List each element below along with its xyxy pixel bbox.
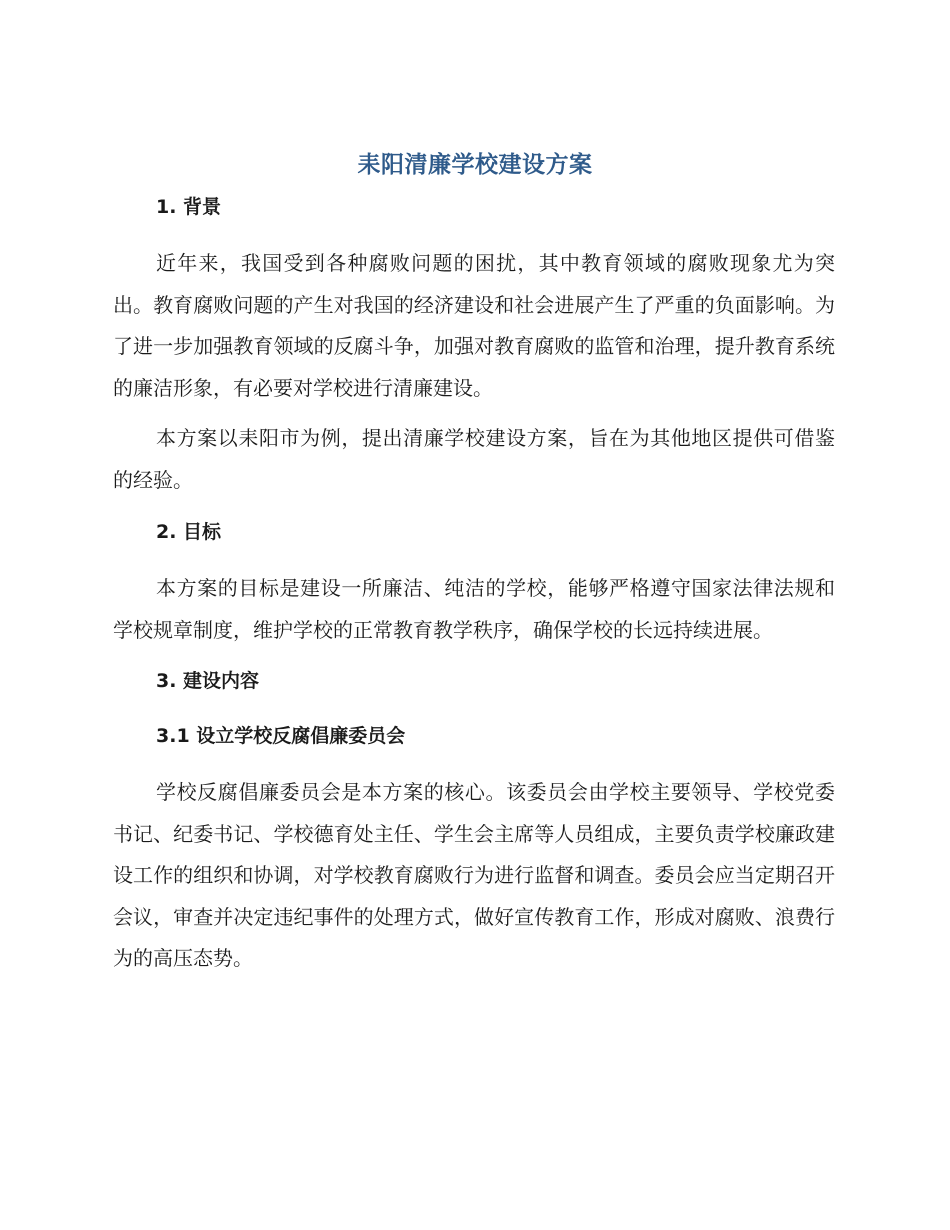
paragraph-background-2: 本方案以耒阳市为例，提出清廉学校建设方案，旨在为其他地区提供可借鉴的经验。 (113, 426, 835, 492)
document-body (113, 190, 835, 980)
document-title: 耒阳清廉学校建设方案 (357, 152, 593, 178)
paragraph-background-1: 近年来，我国受到各种腐败问题的困扰，其中教育领域的腐败现象尤为突出。教育腐败问题的产生对我国的经济建设和社会进展产生了严重的负面影响。为了进一步加强教育领域的反腐斗争，加强对教育腐败的监管和治理，提升教育系统的廉洁形象，有必要对学校进行清廉建设。 (113, 251, 835, 400)
section-heading-content: 3. 建设内容 (156, 670, 260, 692)
section-heading-background: 1. 背景 (156, 196, 222, 218)
subsection-heading-committee: 3.1 设立学校反腐倡廉委员会 (156, 725, 406, 747)
section-heading-goal: 2. 目标 (156, 521, 222, 543)
paragraph-committee: 学校反腐倡廉委员会是本方案的核心。该委员会由学校主要领导、学校党委书记、纪委书记、学校德育处主任、学生会主席等人员组成，主要负责学校廉政建设工作的组织和协调，对学校教育腐败行为进行监督和调查。委员会应当定期召开会议，审查并决定违纪事件的处理方式，做好宣传教育工作，形成对腐败、浪费行为的高压态势。 (113, 780, 835, 970)
paragraph-goal: 本方案的目标是建设一所廉洁、纯洁的学校，能够严格遵守国家法律法规和学校规章制度，维护学校的正常教育教学秩序，确保学校的长远持续进展。 (113, 576, 835, 642)
